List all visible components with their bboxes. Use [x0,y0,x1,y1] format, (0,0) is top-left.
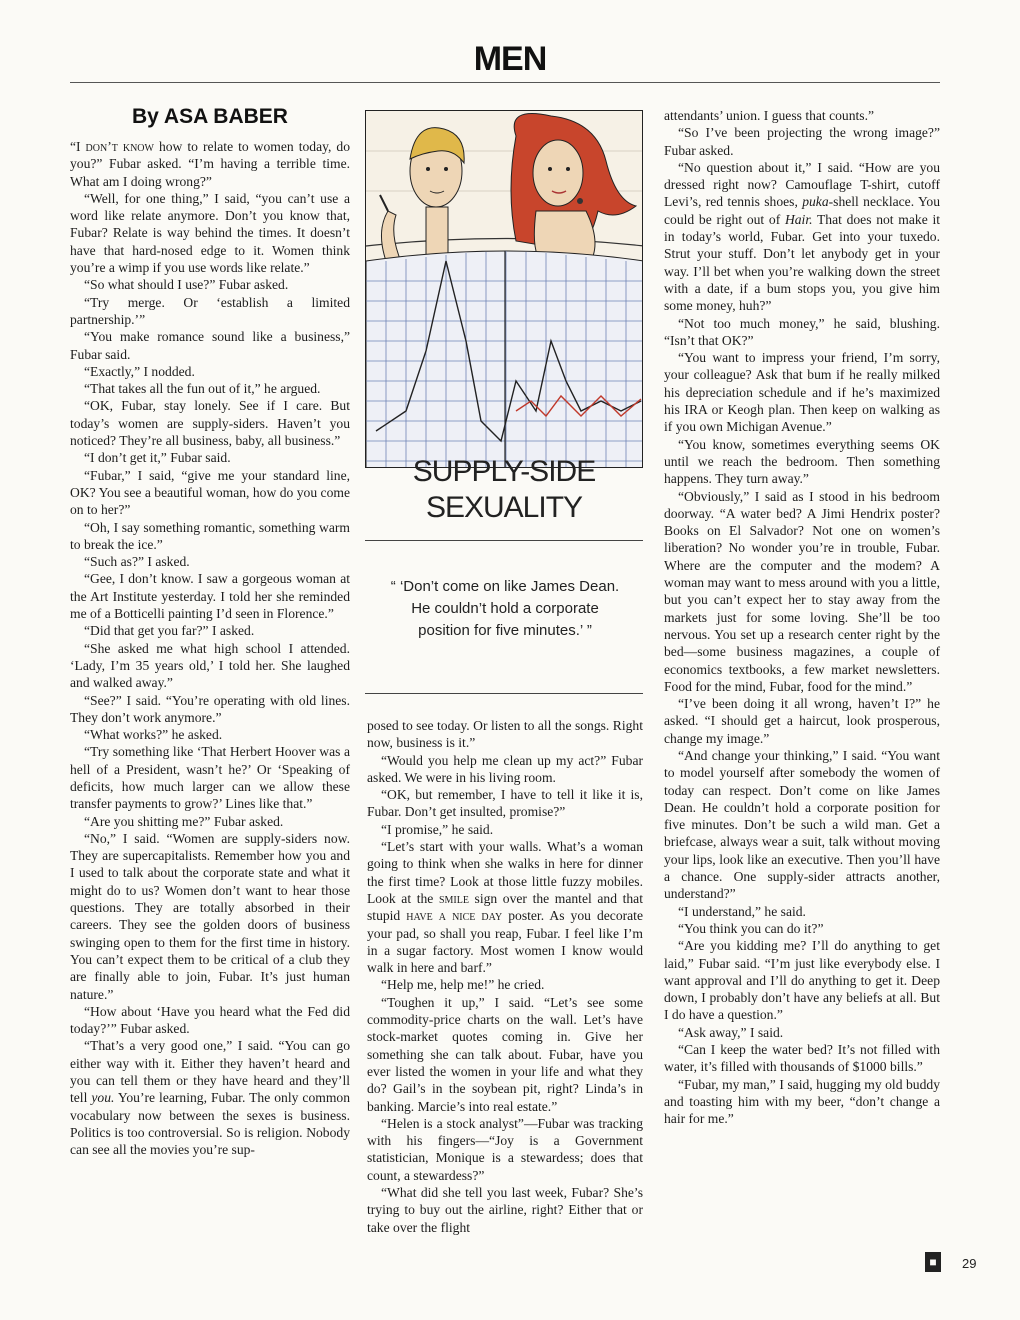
paragraph: “Try merge. Or ‘establish a limited partnership.’” [70,294,350,327]
paragraph: “You know, sometimes everything seems OK until we reach the bedroom. Then something happens. They turn away.” [664,436,940,487]
paragraph: “I’ve been doing it all wrong, haven’t I?” he asked. “I should get a haircut, look prosperous, change my image.” [664,696,940,746]
paragraph: “Are you kidding me? I’ll do anything to get laid,” Fubar said. “I’m just like everybody else. I want approval and I’ll do anything to get it. Deep down, I probably don’t have any beliefs at all. But I do have a question.” [664,938,940,1023]
paragraph: “She asked me what high school I attended. ‘Lady, I’m 35 years old,’ I told her. She laughed and walked away.” [70,640,350,691]
byline: By ASA BABER [132,105,288,128]
paragraph [70,138,350,190]
pullquote-rule-top [365,540,643,541]
illustration-couple-in-bed [365,110,643,468]
paragraph: posed to see today. Or listen to all the songs. Right now, business is it.” [367,718,643,751]
small-caps-text: smile [438,890,469,906]
paragraph: attendants’ union. I guess that counts.” [664,108,875,123]
paragraph: “Oh, I say something romantic, something warm to break the ice.” [70,519,350,552]
article-column-3 [664,107,940,1128]
paragraph: “That takes all the fun out of it,” he argued. [84,381,321,397]
paragraph: “Fubar,” I said, “give me your standard line, OK? You see a beautiful woman, how do you come on to her?” [70,467,350,518]
paragraph: “Ask away,” I said. [678,1024,784,1040]
paragraph: “I don’t get it,” Fubar said. [84,450,231,466]
rabbit-logo-icon: ■ [925,1252,941,1272]
article-column-1 [70,138,350,1159]
paragraph: “What works?” he asked. [84,727,223,743]
paragraph: “Not too much money,” he said, blushing. “Isn’t that OK?” [664,315,940,348]
paragraph: “How about ‘Have you heard what the Fed did today?’” Fubar asked. [70,1003,350,1037]
emphasis: puka [802,194,829,210]
article-title-line-2: SEXUALITY [425,491,583,524]
paragraph: “Are you shitting me?” Fubar asked. [84,813,284,829]
paragraph-text: how to relate to women today, do you?” Fubar asked. “I’m having a terrible time. What am I doing wrong?” [70,139,351,189]
paragraph: “Such as?” I asked. [84,554,190,570]
paragraph: “Did that get you far?” I asked. [84,623,255,639]
paragraph: “Well, for one thing,” I said, “you can’t use a word like relate anymore. Don’t you know that, Fubar? Relate is way behind the times. It doesn’t have that hard-nosed edge to it. Women think you’re a wimp if you use words like relate.” [70,190,350,276]
paragraph-text: poster. As you decorate your pad, so shall you reap, Fubar. I feel like I’m in a sugar factory. Most women I know would walk in here and barf.” [367,908,643,976]
paragraph: “Can I keep the water bed? It’s not filled with water, it’s filled with thousands of $1000 bills.” [664,1042,940,1075]
paragraph: “Fubar, my man,” I said, hugging my old buddy and toasting him with my beer, “don’t change a hair for me.” [664,1076,940,1127]
paragraph: “Gee, I don’t know. I saw a gorgeous woman at the Art Institute yesterday. I told her she reminded me of a Botticelli painting I’d seen in Florence.” [70,571,350,622]
paragraph-text: That does not make it in today’s world, Fubar. Get into your tuxedo. Strut your stuff. Don’t let anybody get in your way. I’ll bet when you’re walking down the street with a date, if a bum stops you, you give him some money, huh?” [664,211,940,314]
paragraph: “You think you can do it?” [678,920,824,936]
paragraph: “OK, Fubar, stay lonely. See if I care. But today’s women are supply-siders. Haven’t you noticed? They’re all business, baby, all business.” [70,398,350,449]
emphasis: you. [91,1090,115,1106]
paragraph: “Would you help me clean up my act?” Fubar asked. We were in his living room. [367,752,643,785]
paragraph-text: sign over the mantel and that stupid [367,890,643,924]
paragraph: “Helen is a stock analyst”—Fubar was tracking with his fingers—“Joy is a Government statistician, Monique is a stewardess; does that count, a stewardess?” [367,1115,643,1183]
paragraph: “So I’ve been projecting the wrong image?” Fubar asked. [664,125,940,158]
paragraph-text: -shell necklace. You could be right out of [664,194,940,227]
article-column-2 [367,717,643,1236]
header-rule [70,82,940,83]
article-title [365,454,643,526]
pullquote: “ ‘Don’t come on like James Dean. He couldn’t hold a corporate position for five minutes.’ ” [390,578,620,639]
paragraph: “I promise,” he said. [381,821,494,837]
article-title-line-1: SUPPLY-SIDE [412,455,596,488]
small-caps-text: have a nice day [406,908,503,924]
lead-in: “I don’t know [70,139,154,154]
page-header-title: MEN [473,40,547,78]
paragraph [70,1037,350,1158]
blanket-grid [366,251,643,468]
paragraph: “No,” I said. “Women are supply-siders now. They are supercapitalists. Remember how you and I used to talk about the corporate state and what it might do to us? Women don’t want to hear those questions. They are totally absorbed in their careers. They see the golden doors of business swinging open to them for the first time in history. You can’t expect them to be critical of a club they are finally able to join, Fubar. It’s just human nature.” [70,830,350,1002]
paragraph: “Exactly,” I nodded. [84,363,195,379]
paragraph-text: You’re learning, Fubar. The only common vocabulary now between the sexes is business. Politics is too controversial. So is religion. Nobody can see all the movies you’re sup- [70,1090,350,1158]
paragraph [367,838,643,976]
paragraph-text: “Let’s start with your walls. What’s a woman going to think when she walks in here for dinner the first time? Look at those little fuzzy mobiles. Look at the [367,839,643,906]
paragraph: “You want to impress your friend, I’m sorry, your colleague? Ask that bum if he really milked his depreciation schedule and if he’s maximized his IRA or Keogh plan. Then keep on walking as if you own Michigan Avenue.” [664,350,940,435]
paragraph [664,159,940,315]
paragraph: “So what should I use?” Fubar asked. [84,277,289,293]
paragraph: “Toughen it up,” I said. “Let’s see some commodity-price charts on the wall. Let’s have stock-market quotes coming in. Give her something she can talk about. Fubar, have you ever listed the women in your life and what they do? Gail’s in the soybean pit, right? Linda’s in banking. Marcie’s into real estate.” [367,994,643,1114]
paragraph: “What did she tell you last week, Fubar? She’s trying to buy out the airline, right? Either that or take over the flight [367,1185,643,1235]
paragraph: “See?” I said. “You’re operating with old lines. They don’t work anymore.” [70,692,350,725]
paragraph-text: “That’s a very good one,” I said. “You can go either way with it. Either they haven’t heard and you can tell them or they have heard and they’ll tell [70,1038,350,1106]
paragraph: “Help me, help me!” he cried. [381,977,545,993]
paragraph: “Try something like ‘That Herbert Hoover was a hell of a President, wasn’t he?’ Or ‘Speaking of deficits, how much larger can we allow these transfer payments to grow?’ Lines like that.” [70,744,350,812]
paragraph: “Obviously,” I said as I stood in his bedroom doorway. “A water bed? A Jimi Hendrix poster? Books on El Salvador? Not one on women’s liberation? No wonder you’re in trouble, Fubar. Where are the computer and the modem? A woman may want to mess around with you a little, but you can’t expect her to stay away from the markets just for some loving. She’ll be too nervous. You set up a research center right by the bed—some business magazines, a couple of economics textbooks, a few market newsletters. Food for the mind, Fubar, food for the mind.” [664,488,940,694]
paragraph: “OK, but remember, I have to tell it like it is, Fubar. Don’t get insulted, promise?” [367,787,643,820]
paragraph-text: “No question about it,” I said. “How are you dressed right now? Camouflage T-shirt, cutoff Levi’s, red tennis shoes, [664,159,940,210]
emphasis: Hair. [784,211,813,227]
illustration-svg [366,111,643,468]
paragraph: “And change your thinking,” I said. “You want to model yourself after somebody the women of today can respect. Don’t come on like James Dean. He couldn’t hold a corporate position for five minutes. Don’t be such a wild man. Get a briefcase, always wear a suit, talk without moving your lips, look like an executive. Then you’ll have a chance. One supply-sider attracts another, understand?” [664,747,940,902]
paragraph: “I understand,” he said. [678,903,806,919]
pullquote-rule-bottom [365,693,643,694]
page-number: 29 [962,1256,977,1271]
paragraph: “You make romance sound like a business,” Fubar said. [70,329,350,362]
